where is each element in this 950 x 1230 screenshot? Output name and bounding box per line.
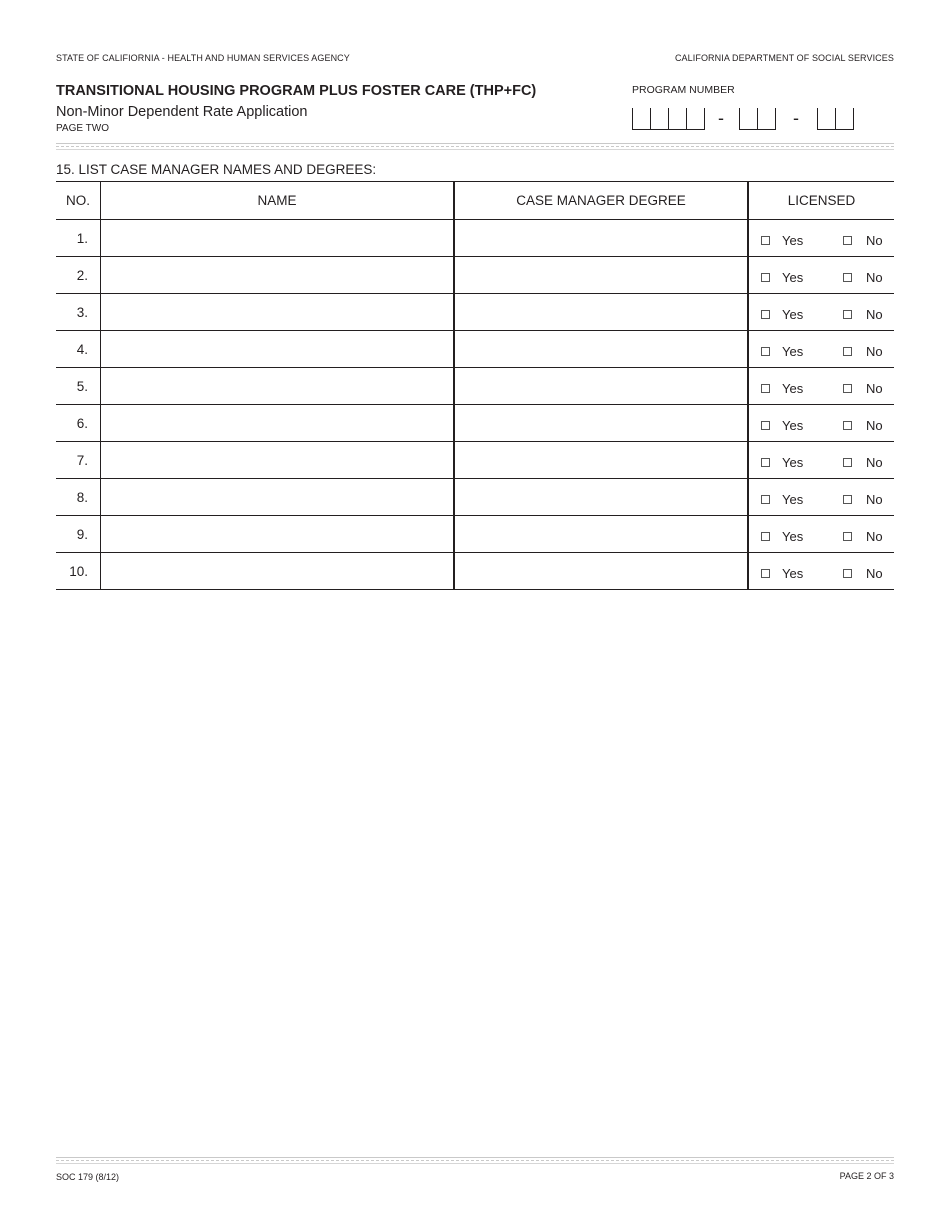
program-number-digit[interactable]	[669, 108, 687, 129]
row-number	[56, 294, 101, 331]
case-manager-table	[56, 181, 894, 590]
yes-checkbox[interactable]	[761, 273, 770, 282]
licensed-yes-option[interactable]	[761, 566, 803, 581]
table-row	[56, 516, 894, 553]
program-number-digit[interactable]	[818, 108, 836, 129]
name-field[interactable]	[101, 479, 455, 516]
header-name: NAME	[101, 182, 455, 220]
licensed-cell	[748, 294, 894, 331]
name-field[interactable]	[101, 553, 455, 590]
header-degree: CASE MANAGER DEGREE	[454, 182, 748, 220]
yes-checkbox[interactable]	[761, 495, 770, 504]
name-field[interactable]	[101, 368, 455, 405]
row-number-label: 1.	[76, 230, 88, 246]
licensed-no-option[interactable]	[843, 307, 883, 322]
table-row	[56, 553, 894, 590]
row-number	[56, 405, 101, 442]
licensed-no-option[interactable]	[843, 270, 883, 285]
form-title: TRANSITIONAL HOUSING PROGRAM PLUS FOSTER CARE (THP+FC)	[56, 83, 537, 99]
row-number-label: 6.	[76, 415, 88, 431]
yes-checkbox[interactable]	[761, 458, 770, 467]
program-number-digit[interactable]	[633, 108, 651, 129]
licensed-no-option[interactable]	[843, 233, 883, 248]
yes-checkbox[interactable]	[761, 384, 770, 393]
row-number	[56, 331, 101, 368]
licensed-yes-option[interactable]	[761, 233, 803, 248]
no-checkbox[interactable]	[843, 236, 852, 245]
no-label: No	[866, 233, 883, 248]
table-header-row	[56, 182, 894, 220]
name-field[interactable]	[101, 331, 455, 368]
page-indicator: PAGE 2 OF 3	[839, 1171, 894, 1181]
name-field[interactable]	[101, 516, 455, 553]
row-number-label: 2.	[76, 267, 88, 283]
program-number-separator: -	[793, 108, 799, 128]
row-number	[56, 442, 101, 479]
no-checkbox[interactable]	[843, 569, 852, 578]
no-label: No	[866, 492, 883, 507]
program-number-digit[interactable]	[836, 108, 854, 129]
program-number-part-1[interactable]	[632, 108, 705, 130]
degree-field[interactable]	[454, 553, 748, 590]
no-checkbox[interactable]	[843, 532, 852, 541]
section-heading: 15. LIST CASE MANAGER NAMES AND DEGREES:	[56, 162, 377, 177]
table-row	[56, 257, 894, 294]
row-number-label: 3.	[76, 304, 88, 320]
licensed-yes-option[interactable]	[761, 418, 803, 433]
yes-checkbox[interactable]	[761, 569, 770, 578]
yes-label: Yes	[782, 233, 804, 248]
degree-field[interactable]	[454, 442, 748, 479]
program-number-label: PROGRAM NUMBER	[632, 84, 735, 96]
licensed-no-option[interactable]	[843, 492, 883, 507]
table-row	[56, 294, 894, 331]
no-label: No	[866, 566, 883, 581]
degree-field[interactable]	[454, 294, 748, 331]
no-checkbox[interactable]	[843, 273, 852, 282]
licensed-yes-option[interactable]	[761, 307, 803, 322]
yes-label: Yes	[782, 455, 804, 470]
table-row	[56, 479, 894, 516]
no-checkbox[interactable]	[843, 310, 852, 319]
program-number-digit[interactable]	[758, 108, 776, 129]
licensed-cell	[748, 442, 894, 479]
yes-label: Yes	[782, 492, 804, 507]
header-no: NO.	[56, 182, 101, 220]
row-number-label: 9.	[76, 526, 88, 542]
licensed-yes-option[interactable]	[761, 344, 803, 359]
row-number	[56, 516, 101, 553]
degree-field[interactable]	[454, 331, 748, 368]
row-number	[56, 220, 101, 257]
table-row	[56, 220, 894, 257]
row-number	[56, 553, 101, 590]
licensed-cell	[748, 479, 894, 516]
footer-divider	[56, 1157, 894, 1164]
degree-field[interactable]	[454, 257, 748, 294]
program-number-part-2[interactable]	[739, 108, 776, 130]
form-id: SOC 179 (8/12)	[56, 1172, 120, 1182]
yes-label: Yes	[782, 566, 804, 581]
table-row	[56, 442, 894, 479]
name-field[interactable]	[101, 257, 455, 294]
licensed-cell	[748, 331, 894, 368]
yes-checkbox[interactable]	[761, 421, 770, 430]
no-checkbox[interactable]	[843, 347, 852, 356]
degree-field[interactable]	[454, 405, 748, 442]
yes-checkbox[interactable]	[761, 236, 770, 245]
degree-field[interactable]	[454, 220, 748, 257]
program-number-part-3[interactable]	[817, 108, 854, 130]
licensed-yes-option[interactable]	[761, 529, 803, 544]
licensed-cell	[748, 405, 894, 442]
agency-name: STATE OF CALIFIORNIA - HEALTH AND HUMAN SERVICES AGENCY	[56, 53, 350, 63]
no-label: No	[866, 455, 883, 470]
licensed-yes-option[interactable]	[761, 270, 803, 285]
page-label: PAGE TWO	[56, 123, 109, 134]
no-label: No	[866, 529, 883, 544]
degree-field[interactable]	[454, 479, 748, 516]
licensed-cell	[748, 220, 894, 257]
form-subtitle: Non-Minor Dependent Rate Application	[56, 104, 308, 120]
yes-checkbox[interactable]	[761, 310, 770, 319]
yes-label: Yes	[782, 270, 804, 285]
yes-checkbox[interactable]	[761, 347, 770, 356]
licensed-cell	[748, 257, 894, 294]
no-label: No	[866, 307, 883, 322]
yes-label: Yes	[782, 418, 804, 433]
name-field[interactable]	[101, 405, 455, 442]
row-number-label: 8.	[76, 489, 88, 505]
table-row	[56, 331, 894, 368]
licensed-cell	[748, 516, 894, 553]
row-number	[56, 479, 101, 516]
yes-checkbox[interactable]	[761, 532, 770, 541]
row-number	[56, 368, 101, 405]
table-row	[56, 405, 894, 442]
program-number-digit[interactable]	[740, 108, 758, 129]
name-field[interactable]	[101, 220, 455, 257]
no-checkbox[interactable]	[843, 421, 852, 430]
program-number-digit[interactable]	[687, 108, 705, 129]
name-field[interactable]	[101, 442, 455, 479]
licensed-yes-option[interactable]	[761, 455, 803, 470]
licensed-cell	[748, 553, 894, 590]
licensed-no-option[interactable]	[843, 529, 883, 544]
no-checkbox[interactable]	[843, 495, 852, 504]
header-licensed: LICENSED	[748, 182, 894, 220]
no-checkbox[interactable]	[843, 384, 852, 393]
licensed-no-option[interactable]	[843, 381, 883, 396]
row-number-label: 10.	[69, 563, 88, 579]
licensed-yes-option[interactable]	[761, 492, 803, 507]
header-divider	[56, 143, 894, 150]
table-row	[56, 368, 894, 405]
row-number	[56, 257, 101, 294]
licensed-no-option[interactable]	[843, 566, 883, 581]
no-label: No	[866, 270, 883, 285]
licensed-no-option[interactable]	[843, 455, 883, 470]
name-field[interactable]	[101, 294, 455, 331]
yes-label: Yes	[782, 307, 804, 322]
program-number-separator: -	[718, 108, 724, 128]
no-label: No	[866, 344, 883, 359]
no-label: No	[866, 381, 883, 396]
licensed-cell	[748, 368, 894, 405]
row-number-label: 5.	[76, 378, 88, 394]
yes-label: Yes	[782, 381, 804, 396]
no-label: No	[866, 418, 883, 433]
no-checkbox[interactable]	[843, 458, 852, 467]
yes-label: Yes	[782, 344, 804, 359]
row-number-label: 4.	[76, 341, 88, 357]
program-number-digit[interactable]	[651, 108, 669, 129]
degree-field[interactable]	[454, 516, 748, 553]
licensed-no-option[interactable]	[843, 418, 883, 433]
degree-field[interactable]	[454, 368, 748, 405]
row-number-label: 7.	[76, 452, 88, 468]
department-name: CALIFORNIA DEPARTMENT OF SOCIAL SERVICES	[674, 53, 894, 63]
licensed-yes-option[interactable]	[761, 381, 803, 396]
licensed-no-option[interactable]	[843, 344, 883, 359]
yes-label: Yes	[782, 529, 804, 544]
